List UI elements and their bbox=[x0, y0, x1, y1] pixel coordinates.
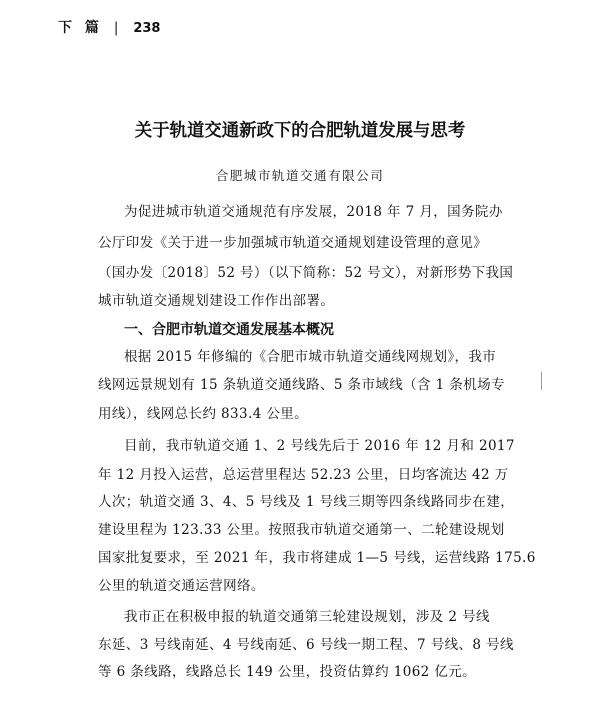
page-number: 238 bbox=[133, 21, 161, 36]
body-line: （国办发〔2018〕52 号）（以下简称：52 号文），对新形势下我国 bbox=[98, 265, 514, 281]
article-author: 合肥城市轨道交通有限公司 bbox=[215, 168, 385, 183]
body-line: 公里的轨道交通运营网络。 bbox=[98, 578, 265, 594]
body-line: 国家批复要求，至 2021 年，我市将建成 1—5 号线，运营线路 175.6 bbox=[98, 550, 536, 566]
body-line: 年 12 月投入运营，总运营里程达 52.23 公里，日均客流达 42 万 bbox=[98, 467, 509, 483]
body-line: 等 6 条线路，线路总长 149 公里，投资估算约 1062 亿元。 bbox=[98, 664, 477, 680]
margin-mark bbox=[541, 372, 542, 390]
body-line: 目前，我市轨道交通 1、2 号线先后于 2016 年 12 月和 2017 bbox=[124, 438, 515, 454]
body-line: 为促进城市轨道交通规范有序发展，2018 年 7 月，国务院办 bbox=[124, 204, 503, 220]
running-header bbox=[58, 17, 160, 37]
body-line: 线网远景规划有 15 条轨道交通线路、5 条市域线（含 1 条机场专 bbox=[98, 377, 505, 393]
body-line: 用线），线网总长约 833.4 公里。 bbox=[98, 406, 309, 422]
body-line: 根据 2015 年修编的《合肥市城市轨道交通线网规划》，我市 bbox=[124, 349, 497, 365]
body-line: 我市正在积极申报的轨道交通第三轮建设规划，涉及 2 号线 bbox=[124, 609, 490, 625]
header-separator: | bbox=[113, 20, 119, 36]
body-line: 建设里程为 123.33 公里。按照我市轨道交通第一、二轮建设规划 bbox=[98, 522, 505, 538]
section-heading: 一、合肥市轨道交通发展基本概况 bbox=[124, 322, 334, 338]
body-line: 公厅印发《关于进一步加强城市轨道交通规划建设管理的意见》 bbox=[98, 235, 488, 251]
body-line: 城市轨道交通规划建设工作作出部署。 bbox=[98, 293, 335, 309]
article-title: 关于轨道交通新政下的合肥轨道发展与思考 bbox=[134, 121, 466, 141]
body-line: 东延、3 号线南延、4 号线南延、6 号线一期工程、7 号线、8 号线 bbox=[98, 637, 514, 653]
section-label: 下 篇 bbox=[58, 20, 103, 36]
body-line: 人次；轨道交通 3、4、5 号线及 1 号线三期等四条线路同步在建， bbox=[98, 494, 515, 510]
